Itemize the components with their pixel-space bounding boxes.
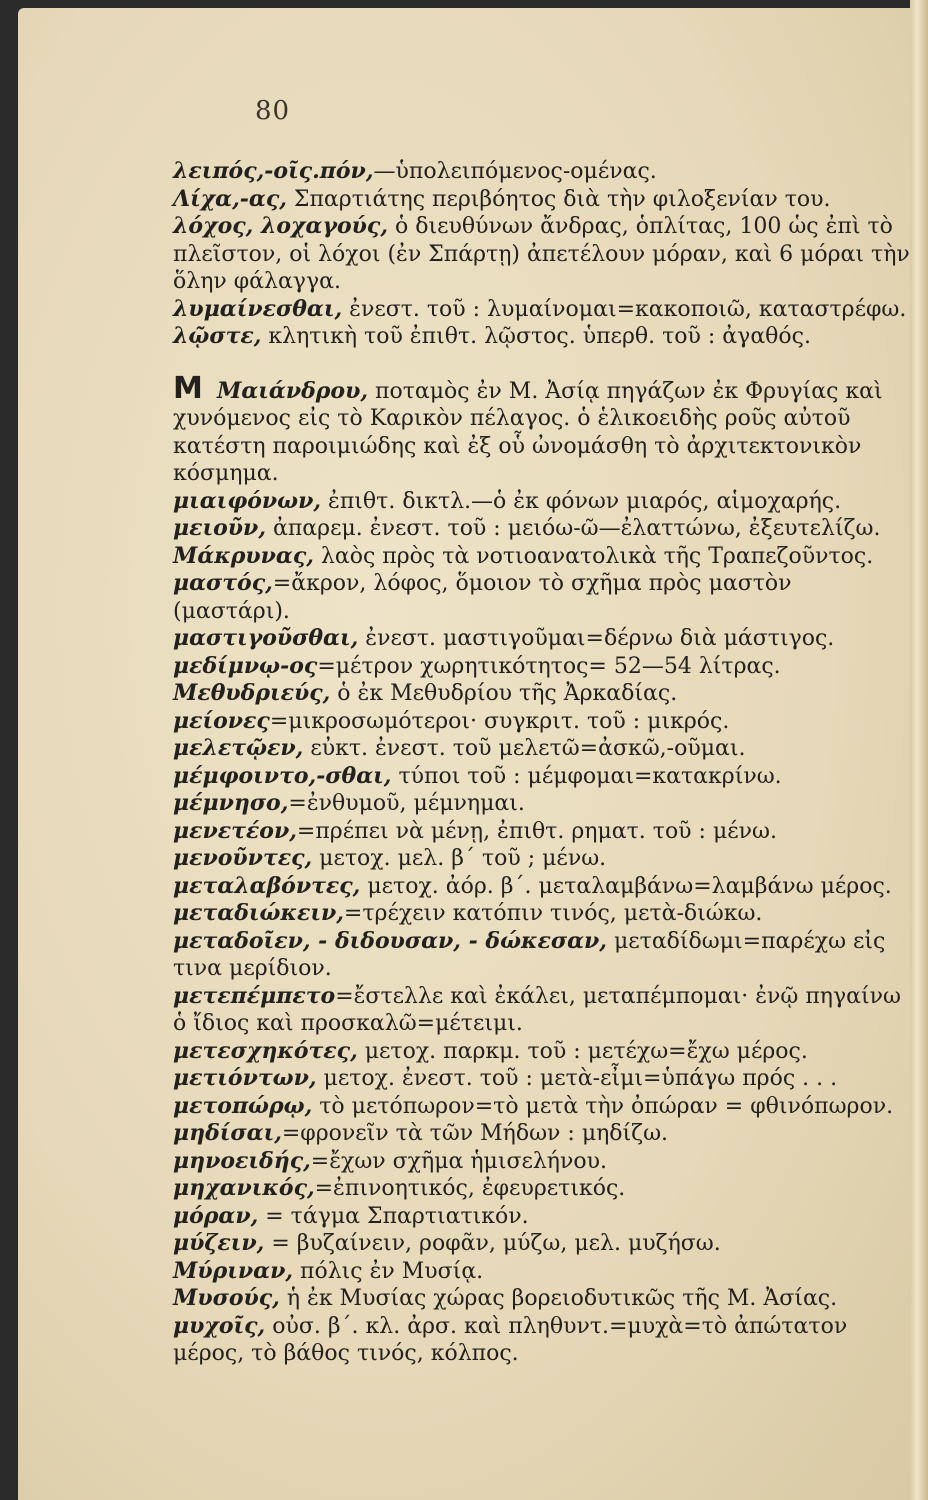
entry-definition: ἐνεστ. τοῦ : λυμαίνομαι=κακοποιῶ, καταστρέφω. [342,296,907,322]
entry-term: μείονες [173,707,270,734]
entry-term: μιαιφόνων, [173,487,322,514]
entry-term: μετεσχηκότες, [173,1037,358,1064]
glossary-entry [173,1120,910,1148]
entry-term: μεταδοῖεν, - διδουσαν, - δώκεσαν, [173,927,607,954]
entry-term: Λίχα,-ας, [173,185,287,212]
page-edges [910,0,928,1500]
entry-term: μαστός, [173,570,273,596]
entry-term: Μυσούς, [173,1285,280,1311]
entry-definition: τὸ μετόπωρον=τὸ μετὰ τὴν ὀπώραν = φθινόπωρον. [312,1093,894,1119]
entry-definition: =τρέχειν κατόπιν τινός, μετὰ-διώκω. [343,901,763,926]
entry-definition: μετοχ. ἐνεστ. τοῦ : μετὰ-εἶμι=ὑπάγω πρός . . . [316,1066,838,1091]
glossary-entry [173,570,910,625]
glossary-entry [173,983,910,1038]
glossary-text [173,158,910,1368]
entry-definition: ἐπιθτ. δικτλ.—ὁ ἐκ φόνων μιαρός, αἱμοχαρής. [321,488,842,514]
entry-definition: μετοχ. ἀόρ. β΄. μεταλαμβάνω=λαμβάνω μέρος. [360,873,892,899]
section-letter-heading: Μ [173,370,203,406]
entry-definition: = τάγμα Σπαρτιατικόν. [258,1203,529,1229]
glossary-entry [173,213,910,296]
entry-definition: τύποι τοῦ : μέμφομαι=κατακρίνω. [391,763,782,789]
entry-term: λειπός,-οῖς.πόν, [173,158,374,184]
entry-definition: ὁ διευθύνων ἄνδρας, ὁπλίτας, 100 ὡς ἐπὶ τὸ πλεῖστον, οἱ λόχοι (ἐν Σπάρτῃ) ἀπετέλουν μόραν, καὶ 6 μόραι τὴν ὅλην φάλαγγα. [173,214,910,294]
entry-term: μεδίμνῳ-ος [173,652,318,679]
entry-term: μελετῷεν, [173,735,304,761]
entry-term: μηνοειδής, [173,1147,311,1174]
glossary-entry [173,735,910,763]
entry-term: μηχανικός, [173,1175,315,1201]
glossary-entry [173,1093,910,1121]
entry-definition: ὁ ἐκ Μεθυδρίου τῆς Ἀρκαδίας. [330,681,678,706]
page-number: 80 [255,96,291,126]
entry-term: λῷστε, [173,323,262,349]
entry-term: μηδίσαι, [173,1120,282,1146]
entry-term: μύζειν, [173,1230,265,1256]
glossary-entry [173,158,910,186]
entry-definition: εὐκτ. ἐνεστ. τοῦ μελετῶ=ἀσκῶ,-οῦμαι. [303,736,746,761]
glossary-entry [173,708,910,736]
entry-definition: οὐσ. β΄. κλ. ἀρσ. καὶ πληθυντ.=μυχὰ=τὸ ἀπώτατον μέρος, τὸ βάθος τινός, κόλπος. [173,1313,848,1366]
entry-term: μειοῦν, [173,515,266,541]
entry-definition: =ἐνθυμοῦ, μέμνημαι. [288,791,525,816]
glossary-entry [173,845,910,873]
entry-definition: Σπαρτιάτης περιβόητος διὰ τὴν φιλοξενίαν του. [286,186,831,212]
entry-term: μαστιγοῦσθαι, [173,625,359,651]
entry-definition: μεταδίδωμι=παρέχω εἰς τινα μερίδιον. [173,928,886,981]
entry-definition: =ἔστελλε καὶ ἐκάλει, μεταπέμπομαι· ἐνῷ πηγαίνω ὁ ἴδιος καὶ προσκαλῶ=μέτειμι. [173,983,901,1036]
entry-term: Μύριναν, [173,1257,294,1284]
entry-definition: ἡ ἐκ Μυσίας χώρας βορειοδυτικῶς τῆς Μ. Ἀσίας. [279,1286,838,1311]
entry-term: μενετέον, [173,817,297,844]
entry-term: μενοῦντες, [173,845,313,871]
glossary-entry [173,818,910,846]
entry-term: Μαιάνδρου, [217,377,369,404]
glossary-entry [173,1313,910,1368]
book-page [18,8,910,1500]
glossary-entry [173,900,910,928]
glossary-entry [173,1258,910,1286]
glossary-entry [173,625,910,653]
glossary-entry [173,928,910,983]
glossary-entry [173,543,910,571]
entry-term: μεταλαβόντες, [173,872,361,899]
entry-term: μέμφοιντο,-σθαι, [173,762,392,789]
entry-definition: =ἔχων σχῆμα ἡμισελήνου. [310,1148,607,1174]
glossary-entry [173,186,910,214]
glossary-entry [173,873,910,901]
entry-definition: ποταμὸς ἐν Μ. Ἀσίᾳ πηγάζων ἐκ Φρυγίας καὶ χυνόμενος εἰς τὸ Καρικὸν πέλαγος. ὁ ἑλικοειδὴς ροῦς αὐτοῦ κατέστη παροιμιώδης καὶ ἐξ οὗ ὠνομάσθη τὸ ἀρχιτεκτονικὸν κόσμημα. [173,378,883,486]
entry-definition: =πρέπει νὰ μένῃ, ἐπιθτ. ρηματ. τοῦ : μένω. [296,818,777,844]
entry-term: Μεθυδριεύς, [173,680,331,706]
entry-definition: =ἄκρον, λόφος, ὅμοιον τὸ σχῆμα πρὸς μαστὸν (μαστάρι). [173,571,792,624]
glossary-entry [173,653,910,681]
entry-definition: =μικροσωμότεροι· συγκριτ. τοῦ : μικρός. [269,708,730,734]
entry-term: μετεπέμπετο [173,982,336,1009]
glossary-entry [173,323,910,351]
entry-definition: μετοχ. παρκμ. τοῦ : μετέχω=ἔχω μέρος. [357,1038,808,1064]
entry-term: μετοπώρῳ, [173,1092,313,1119]
entry-term: λόχος, λοχαγούς, [173,213,388,239]
glossary-entry [173,1203,910,1231]
entry-term: μόραν, [173,1202,259,1229]
glossary-entry [173,680,910,708]
entry-definition: =ἐπινοητικός, ἐφευρετικός. [314,1176,626,1201]
entry-definition: κλητικὴ τοῦ ἐπιθτ. λῷστος. ὑπερθ. τοῦ : ἀγαθός. [261,324,811,349]
glossary-entry [173,1065,910,1093]
glossary-entry [173,763,910,791]
glossary-entry [173,1285,910,1313]
entry-definition: πόλις ἐν Μυσίᾳ. [293,1258,484,1284]
glossary-entry [173,1175,910,1203]
entry-term: Μάκρυνας, [173,542,314,569]
glossary-entry [173,1230,910,1258]
glossary-entry [173,488,910,516]
entry-definition: =μέτρον χωρητικότητος= 52—54 λίτρας. [317,653,781,679]
entry-term: μετιόντων, [173,1065,317,1091]
entry-term: μυχοῖς, [173,1312,266,1339]
entry-definition: λαὸς πρὸς τὰ νοτιοανατολικὰ τῆς Τραπεζοῦντος. [313,543,874,569]
entry-definition: ἀπαρεμ. ἐνεστ. τοῦ : μειόω-ῶ—ἐλαττώνω, ἐξευτελίζω. [265,516,881,541]
entry-definition: =φρονεῖν τὰ τῶν Μήδων : μηδίζω. [281,1121,669,1146]
entry-term: μέμνησο, [173,790,289,816]
entry-term: λυμαίνεσθαι, [173,295,343,322]
entry-definition: = βυζαίνειν, ροφᾶν, μύζω, μελ. μυζήσω. [264,1231,721,1256]
glossary-entry [173,790,910,818]
entry-definition: —ὑπολειπόμενος-ομένας. [373,159,657,184]
glossary-entry [173,370,910,488]
entry-term: μεταδιώκειν, [173,900,344,926]
entry-definition: ἐνεστ. μαστιγοῦμαι=δέρνω διὰ μάστιγος. [358,626,835,651]
glossary-entry [173,1038,910,1066]
glossary-entry [173,1148,910,1176]
entry-definition: μετοχ. μελ. β΄ τοῦ ; μένω. [312,846,607,871]
glossary-entry [173,296,910,324]
glossary-entry [173,515,910,543]
